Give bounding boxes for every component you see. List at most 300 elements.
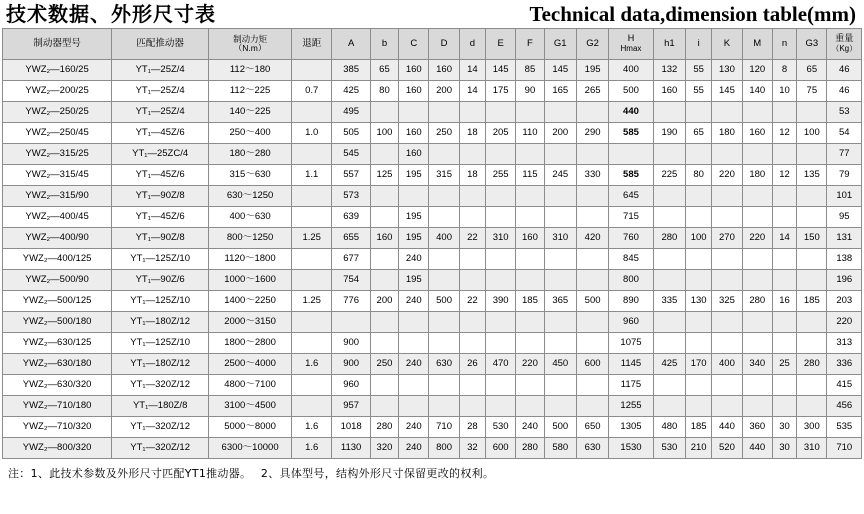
th-torque: 制动力矩 （N.m） bbox=[209, 29, 292, 60]
cell-model: YWZ₂—200/25 bbox=[3, 81, 112, 102]
cell-n: 8 bbox=[772, 60, 796, 81]
cell-K bbox=[712, 333, 742, 354]
cell-gap: 0.7 bbox=[292, 81, 332, 102]
cell-torque: 4800～7100 bbox=[209, 375, 292, 396]
th-b: b bbox=[370, 29, 398, 60]
cell-G2 bbox=[576, 333, 608, 354]
cell-E bbox=[486, 207, 516, 228]
cell-A: 425 bbox=[332, 81, 370, 102]
cell-gap: 1.0 bbox=[292, 123, 332, 144]
cell-F bbox=[516, 333, 544, 354]
cell-model: YWZ₂—500/125 bbox=[3, 291, 112, 312]
cell-n bbox=[772, 270, 796, 291]
cell-E: 390 bbox=[486, 291, 516, 312]
cell-h1 bbox=[653, 249, 685, 270]
cell-K: 220 bbox=[712, 165, 742, 186]
cell-gap bbox=[292, 312, 332, 333]
cell-F bbox=[516, 249, 544, 270]
cell-K: 180 bbox=[712, 123, 742, 144]
cell-d: 26 bbox=[459, 354, 485, 375]
cell-G2 bbox=[576, 144, 608, 165]
cell-h1 bbox=[653, 102, 685, 123]
cell-torque: 112～225 bbox=[209, 81, 292, 102]
cell-d bbox=[459, 102, 485, 123]
cell-i: 130 bbox=[686, 291, 712, 312]
cell-E bbox=[486, 249, 516, 270]
cell-G1: 365 bbox=[544, 291, 576, 312]
cell-b bbox=[370, 270, 398, 291]
cell-weight: 101 bbox=[827, 186, 862, 207]
cell-weight: 456 bbox=[827, 396, 862, 417]
cell-D bbox=[429, 396, 459, 417]
cell-G2: 630 bbox=[576, 438, 608, 459]
cell-weight: 196 bbox=[827, 270, 862, 291]
cell-weight: 54 bbox=[827, 123, 862, 144]
cell-G2 bbox=[576, 102, 608, 123]
technical-data-table bbox=[2, 28, 862, 459]
cell-D bbox=[429, 144, 459, 165]
cell-b: 250 bbox=[370, 354, 398, 375]
cell-F bbox=[516, 270, 544, 291]
cell-M: 140 bbox=[742, 81, 772, 102]
cell-h1 bbox=[653, 270, 685, 291]
cell-H bbox=[609, 144, 653, 165]
cell-E: 470 bbox=[486, 354, 516, 375]
cell-G2 bbox=[576, 312, 608, 333]
cell-F: 110 bbox=[516, 123, 544, 144]
cell-C: 160 bbox=[399, 81, 429, 102]
cell-i: 100 bbox=[686, 228, 712, 249]
cell-i: 170 bbox=[686, 354, 712, 375]
cell-E: 175 bbox=[486, 81, 516, 102]
cell-F bbox=[516, 144, 544, 165]
th-weight: 重量 （Kg） bbox=[827, 29, 862, 60]
cell-M bbox=[742, 207, 772, 228]
cell-h1 bbox=[653, 333, 685, 354]
cell-b: 125 bbox=[370, 165, 398, 186]
th-h-hmax bbox=[609, 29, 653, 60]
cell-M bbox=[742, 312, 772, 333]
cell-actuator: YT₁—25Z/4 bbox=[112, 81, 209, 102]
cell-E: 205 bbox=[486, 123, 516, 144]
cell-A: 900 bbox=[332, 333, 370, 354]
cell-weight: 415 bbox=[827, 375, 862, 396]
table-row bbox=[3, 417, 862, 438]
cell-G1: 145 bbox=[544, 60, 576, 81]
cell-torque: 2000～3150 bbox=[209, 312, 292, 333]
cell-G3 bbox=[797, 396, 827, 417]
cell-b: 80 bbox=[370, 81, 398, 102]
cell-M: 340 bbox=[742, 354, 772, 375]
cell-C: 240 bbox=[399, 417, 429, 438]
cell-n: 10 bbox=[772, 81, 796, 102]
cell-G1 bbox=[544, 375, 576, 396]
cell-A: 960 bbox=[332, 375, 370, 396]
cell-actuator: YT₁—45Z/6 bbox=[112, 207, 209, 228]
page-title-english: Technical data,dimension table(mm) bbox=[529, 2, 856, 26]
cell-b: 320 bbox=[370, 438, 398, 459]
cell-d: 14 bbox=[459, 81, 485, 102]
cell-gap: 1.25 bbox=[292, 228, 332, 249]
cell-H: 645 bbox=[609, 186, 653, 207]
cell-b bbox=[370, 312, 398, 333]
cell-H: 715 bbox=[609, 207, 653, 228]
cell-K bbox=[712, 144, 742, 165]
cell-M bbox=[742, 375, 772, 396]
cell-G1 bbox=[544, 333, 576, 354]
cell-weight: 220 bbox=[827, 312, 862, 333]
cell-G1 bbox=[544, 186, 576, 207]
cell-torque: 315～630 bbox=[209, 165, 292, 186]
cell-b: 160 bbox=[370, 228, 398, 249]
cell-n: 25 bbox=[772, 354, 796, 375]
cell-C bbox=[399, 375, 429, 396]
cell-gap bbox=[292, 144, 332, 165]
cell-actuator: YT₁—90Z/8 bbox=[112, 228, 209, 249]
cell-G3: 300 bbox=[797, 417, 827, 438]
cell-C: 195 bbox=[399, 207, 429, 228]
table-row bbox=[3, 354, 862, 375]
cell-h1: 335 bbox=[653, 291, 685, 312]
cell-F: 85 bbox=[516, 60, 544, 81]
cell-gap: 1.6 bbox=[292, 438, 332, 459]
cell-K: 440 bbox=[712, 417, 742, 438]
cell-d: 32 bbox=[459, 438, 485, 459]
cell-A: 900 bbox=[332, 354, 370, 375]
cell-torque: 180～280 bbox=[209, 144, 292, 165]
cell-M bbox=[742, 249, 772, 270]
cell-E bbox=[486, 333, 516, 354]
cell-M: 360 bbox=[742, 417, 772, 438]
cell-i: 55 bbox=[686, 81, 712, 102]
cell-F: 115 bbox=[516, 165, 544, 186]
cell-H: 440 bbox=[609, 102, 653, 123]
cell-K bbox=[712, 375, 742, 396]
cell-G3: 150 bbox=[797, 228, 827, 249]
cell-D: 200 bbox=[429, 81, 459, 102]
cell-G1 bbox=[544, 270, 576, 291]
cell-i bbox=[686, 186, 712, 207]
cell-i bbox=[686, 207, 712, 228]
table-row bbox=[3, 270, 862, 291]
cell-b bbox=[370, 186, 398, 207]
cell-D: 800 bbox=[429, 438, 459, 459]
cell-d bbox=[459, 375, 485, 396]
cell-G3 bbox=[797, 207, 827, 228]
cell-i: 80 bbox=[686, 165, 712, 186]
cell-d: 14 bbox=[459, 60, 485, 81]
cell-gap bbox=[292, 333, 332, 354]
cell-H: 845 bbox=[609, 249, 653, 270]
cell-n bbox=[772, 186, 796, 207]
cell-G1 bbox=[544, 312, 576, 333]
cell-G1: 450 bbox=[544, 354, 576, 375]
table-row bbox=[3, 333, 862, 354]
cell-torque: 2500～4000 bbox=[209, 354, 292, 375]
cell-M bbox=[742, 396, 772, 417]
cell-C: 195 bbox=[399, 228, 429, 249]
cell-n bbox=[772, 375, 796, 396]
cell-i: 55 bbox=[686, 60, 712, 81]
cell-n: 30 bbox=[772, 417, 796, 438]
cell-D bbox=[429, 333, 459, 354]
cell-D: 400 bbox=[429, 228, 459, 249]
cell-F: 160 bbox=[516, 228, 544, 249]
cell-b bbox=[370, 375, 398, 396]
cell-A: 495 bbox=[332, 102, 370, 123]
cell-H: 800 bbox=[609, 270, 653, 291]
cell-A: 655 bbox=[332, 228, 370, 249]
cell-H: 1075 bbox=[609, 333, 653, 354]
cell-i bbox=[686, 249, 712, 270]
cell-model: YWZ₂—500/90 bbox=[3, 270, 112, 291]
cell-n bbox=[772, 249, 796, 270]
cell-i: 65 bbox=[686, 123, 712, 144]
cell-gap bbox=[292, 60, 332, 81]
cell-weight: 535 bbox=[827, 417, 862, 438]
cell-torque: 1120～1800 bbox=[209, 249, 292, 270]
cell-actuator: YT₁—125Z/10 bbox=[112, 333, 209, 354]
cell-D bbox=[429, 207, 459, 228]
cell-weight: 710 bbox=[827, 438, 862, 459]
cell-E bbox=[486, 375, 516, 396]
table-row bbox=[3, 144, 862, 165]
cell-gap bbox=[292, 186, 332, 207]
cell-gap: 1.6 bbox=[292, 417, 332, 438]
cell-gap: 1.25 bbox=[292, 291, 332, 312]
th-h-label: H bbox=[627, 33, 635, 44]
cell-D bbox=[429, 102, 459, 123]
cell-b: 280 bbox=[370, 417, 398, 438]
cell-model: YWZ₂—710/180 bbox=[3, 396, 112, 417]
cell-G3 bbox=[797, 375, 827, 396]
cell-E bbox=[486, 270, 516, 291]
cell-C: 240 bbox=[399, 438, 429, 459]
page-title-chinese: 技术数据、外形尺寸表 bbox=[6, 2, 216, 26]
table-row bbox=[3, 165, 862, 186]
table-row bbox=[3, 312, 862, 333]
cell-weight: 46 bbox=[827, 60, 862, 81]
cell-C: 195 bbox=[399, 165, 429, 186]
cell-gap bbox=[292, 375, 332, 396]
cell-b bbox=[370, 207, 398, 228]
table-header-row bbox=[3, 29, 862, 60]
table-row bbox=[3, 207, 862, 228]
cell-h1: 280 bbox=[653, 228, 685, 249]
cell-d bbox=[459, 144, 485, 165]
cell-F: 280 bbox=[516, 438, 544, 459]
cell-G3: 65 bbox=[797, 60, 827, 81]
cell-M: 280 bbox=[742, 291, 772, 312]
cell-D bbox=[429, 270, 459, 291]
th-k: K bbox=[712, 29, 742, 60]
cell-weight: 46 bbox=[827, 81, 862, 102]
cell-gap bbox=[292, 102, 332, 123]
cell-d: 22 bbox=[459, 291, 485, 312]
cell-actuator: YT₁—180Z/12 bbox=[112, 354, 209, 375]
cell-A bbox=[332, 312, 370, 333]
table-row bbox=[3, 123, 862, 144]
cell-D: 160 bbox=[429, 60, 459, 81]
cell-model: YWZ₂—315/90 bbox=[3, 186, 112, 207]
cell-torque: 1400～2250 bbox=[209, 291, 292, 312]
cell-E: 255 bbox=[486, 165, 516, 186]
cell-gap bbox=[292, 270, 332, 291]
th-a: A bbox=[332, 29, 370, 60]
cell-G3 bbox=[797, 144, 827, 165]
cell-G2 bbox=[576, 249, 608, 270]
cell-C: 240 bbox=[399, 354, 429, 375]
cell-G2 bbox=[576, 375, 608, 396]
cell-actuator: YT₁—90Z/6 bbox=[112, 270, 209, 291]
th-d-upper: D bbox=[429, 29, 459, 60]
cell-G2: 330 bbox=[576, 165, 608, 186]
cell-n: 30 bbox=[772, 438, 796, 459]
cell-A: 677 bbox=[332, 249, 370, 270]
cell-C: 240 bbox=[399, 249, 429, 270]
cell-i bbox=[686, 144, 712, 165]
cell-E bbox=[486, 396, 516, 417]
cell-G1 bbox=[544, 249, 576, 270]
cell-d: 18 bbox=[459, 123, 485, 144]
cell-model: YWZ₂—315/25 bbox=[3, 144, 112, 165]
cell-weight: 138 bbox=[827, 249, 862, 270]
cell-G1: 310 bbox=[544, 228, 576, 249]
cell-d bbox=[459, 207, 485, 228]
th-c: C bbox=[399, 29, 429, 60]
cell-G3 bbox=[797, 249, 827, 270]
cell-M bbox=[742, 333, 772, 354]
table-row bbox=[3, 291, 862, 312]
cell-i bbox=[686, 375, 712, 396]
cell-h1: 480 bbox=[653, 417, 685, 438]
cell-d bbox=[459, 312, 485, 333]
cell-h1: 190 bbox=[653, 123, 685, 144]
th-model: 制动器型号 bbox=[3, 29, 112, 60]
cell-torque: 3100～4500 bbox=[209, 396, 292, 417]
cell-b bbox=[370, 333, 398, 354]
cell-actuator: YT₁—125Z/10 bbox=[112, 249, 209, 270]
cell-model: YWZ₂—315/45 bbox=[3, 165, 112, 186]
table-row bbox=[3, 102, 862, 123]
cell-i bbox=[686, 396, 712, 417]
cell-H: 960 bbox=[609, 312, 653, 333]
cell-G2: 195 bbox=[576, 60, 608, 81]
cell-G3: 185 bbox=[797, 291, 827, 312]
cell-G1: 500 bbox=[544, 417, 576, 438]
cell-d bbox=[459, 396, 485, 417]
cell-G3 bbox=[797, 333, 827, 354]
cell-D bbox=[429, 186, 459, 207]
cell-C bbox=[399, 396, 429, 417]
cell-G3 bbox=[797, 270, 827, 291]
cell-K: 270 bbox=[712, 228, 742, 249]
page-header bbox=[0, 0, 864, 28]
cell-K bbox=[712, 186, 742, 207]
cell-n bbox=[772, 312, 796, 333]
cell-torque: 800～1250 bbox=[209, 228, 292, 249]
cell-weight: 77 bbox=[827, 144, 862, 165]
cell-i: 210 bbox=[686, 438, 712, 459]
cell-C bbox=[399, 102, 429, 123]
cell-H: 400 bbox=[609, 60, 653, 81]
cell-F: 185 bbox=[516, 291, 544, 312]
cell-n bbox=[772, 207, 796, 228]
th-i: i bbox=[686, 29, 712, 60]
cell-E: 145 bbox=[486, 60, 516, 81]
cell-G1 bbox=[544, 144, 576, 165]
table-row bbox=[3, 81, 862, 102]
cell-actuator: YT₁—180Z/8 bbox=[112, 396, 209, 417]
th-g1: G1 bbox=[544, 29, 576, 60]
cell-G1 bbox=[544, 207, 576, 228]
cell-A: 557 bbox=[332, 165, 370, 186]
cell-weight: 203 bbox=[827, 291, 862, 312]
cell-i bbox=[686, 333, 712, 354]
cell-gap bbox=[292, 207, 332, 228]
cell-G1: 245 bbox=[544, 165, 576, 186]
cell-E: 530 bbox=[486, 417, 516, 438]
cell-torque: 400～630 bbox=[209, 207, 292, 228]
cell-i bbox=[686, 102, 712, 123]
cell-A: 385 bbox=[332, 60, 370, 81]
cell-H: 585 bbox=[609, 123, 653, 144]
cell-n bbox=[772, 396, 796, 417]
cell-D bbox=[429, 375, 459, 396]
cell-K: 145 bbox=[712, 81, 742, 102]
cell-F bbox=[516, 186, 544, 207]
cell-b: 100 bbox=[370, 123, 398, 144]
cell-torque: 140～225 bbox=[209, 102, 292, 123]
cell-H: 500 bbox=[609, 81, 653, 102]
table-row bbox=[3, 438, 862, 459]
cell-D: 630 bbox=[429, 354, 459, 375]
cell-gap bbox=[292, 249, 332, 270]
cell-E bbox=[486, 144, 516, 165]
cell-E bbox=[486, 312, 516, 333]
table-row bbox=[3, 228, 862, 249]
cell-torque: 112～180 bbox=[209, 60, 292, 81]
cell-A: 573 bbox=[332, 186, 370, 207]
cell-model: YWZ₂—630/320 bbox=[3, 375, 112, 396]
cell-K: 400 bbox=[712, 354, 742, 375]
cell-K bbox=[712, 207, 742, 228]
cell-M: 440 bbox=[742, 438, 772, 459]
cell-H: 1530 bbox=[609, 438, 653, 459]
cell-G2: 600 bbox=[576, 354, 608, 375]
cell-actuator: YT₁—45Z/6 bbox=[112, 165, 209, 186]
cell-G2: 420 bbox=[576, 228, 608, 249]
cell-h1: 530 bbox=[653, 438, 685, 459]
cell-b bbox=[370, 144, 398, 165]
cell-E bbox=[486, 102, 516, 123]
cell-G2 bbox=[576, 186, 608, 207]
cell-d bbox=[459, 186, 485, 207]
cell-F: 90 bbox=[516, 81, 544, 102]
table-row bbox=[3, 375, 862, 396]
cell-b: 200 bbox=[370, 291, 398, 312]
cell-gap: 1.1 bbox=[292, 165, 332, 186]
cell-weight: 313 bbox=[827, 333, 862, 354]
cell-C bbox=[399, 186, 429, 207]
cell-H: 1305 bbox=[609, 417, 653, 438]
cell-G2: 265 bbox=[576, 81, 608, 102]
cell-E: 310 bbox=[486, 228, 516, 249]
cell-H: 1255 bbox=[609, 396, 653, 417]
cell-H: 1145 bbox=[609, 354, 653, 375]
cell-h1 bbox=[653, 375, 685, 396]
cell-H: 890 bbox=[609, 291, 653, 312]
